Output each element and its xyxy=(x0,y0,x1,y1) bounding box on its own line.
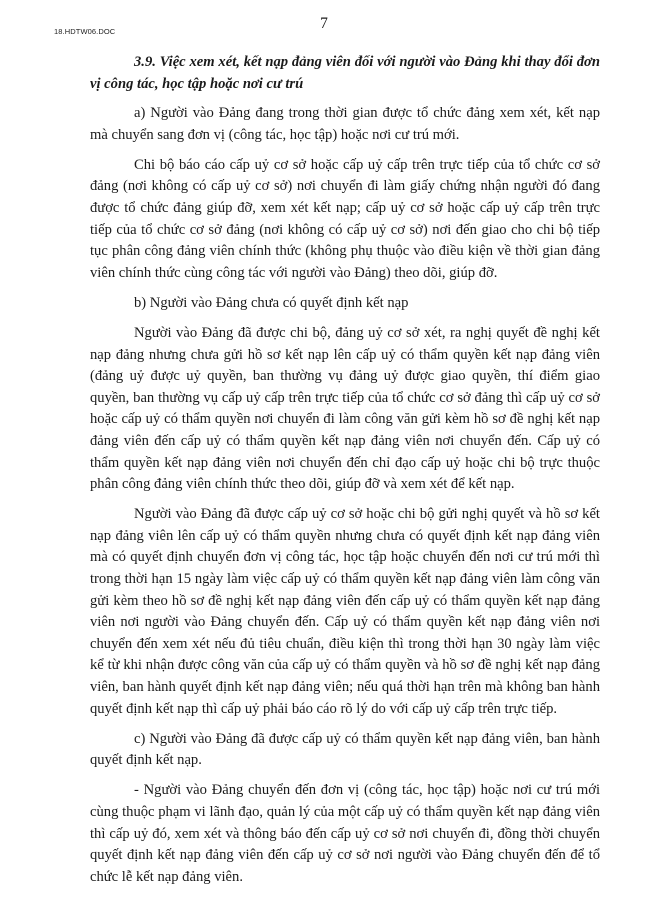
paragraph: - Người vào Đảng chuyển đến đơn vị (công tác, học tập) hoặc nơi cư trú mới cùng thuộc phạm vi lãnh đạo, quản lý của một cấp uỷ có thẩm quyền kết nạp đảng viên thì cấp uỷ đó, xem xét và thông báo đến cấp uỷ cơ sở nơi chuyển đi, đồng thời chuyển quyết định kết nạp đảng viên đến cấp uỷ cơ sở nơi người vào Đảng chuyển đến để tổ chức lễ kết nạp đảng viên. xyxy=(90,782,600,885)
file-label: 18.HDTW06.DOC xyxy=(54,27,116,36)
paragraph: Người vào Đảng đã được chi bộ, đảng uỷ cơ sở xét, ra nghị quyết đề nghị kết nạp đảng nhưng chưa gửi hồ sơ kết nạp lên cấp uỷ có thẩm quyền kết nạp đảng viên (đảng uỷ được uỷ quyền, ban thường vụ đảng uỷ được giao quyền, thí điểm giao quyền, ban thường vụ cấp uỷ cấp trên trực tiếp của tổ chức cơ sở đảng thì cấp uỷ cơ sở hoặc cấp uỷ có thẩm quyền nơi chuyển đi làm công văn gửi kèm hồ sơ đề nghị kết nạp đảng viên đến cấp uỷ có thẩm quyền kết nạp đảng viên nơi chuyển đến. Cấp uỷ có thẩm quyền kết nạp đảng viên nơi chuyển đến chỉ đạo cấp uỷ hoặc chi bộ trực thuộc phân công đảng viên chính thức theo dõi, giúp đỡ và xem xét để kết nạp. xyxy=(90,325,600,493)
section-heading: 3.9. Việc xem xét, kết nạp đảng viên đối với người vào Đảng khi thay đổi đơn vị công tác, học tập hoặc nơi cư trú xyxy=(90,54,600,92)
paragraph-a: a) Người vào Đảng đang trong thời gian được tổ chức đảng xem xét, kết nạp mà chuyển sang đơn vị (công tác, học tập) hoặc nơi cư trú mới. xyxy=(90,105,600,143)
paragraph: Chi bộ báo cáo cấp uỷ cơ sở hoặc cấp uỷ cấp trên trực tiếp của tổ chức cơ sở đảng (nơi không có cấp uỷ cơ sở) nơi chuyển đi làm giấy chứng nhận người đó đang được tổ chức đảng giúp đỡ, xem xét kết nạp; cấp uỷ cơ sở hoặc cấp uỷ cấp trên trực tiếp của tổ chức cơ sở đảng (nơi không có cấp uỷ cơ sở) nơi đến giao cho chi bộ tiếp tục phân công đảng viên chính thức (không phụ thuộc vào điều kiện về thời gian đảng viên chính thức cùng công tác với người vào Đảng) theo dõi, giúp đỡ. xyxy=(90,156,600,281)
page-number: 7 xyxy=(320,15,328,32)
paragraph: Người vào Đảng đã được cấp uỷ cơ sở hoặc chi bộ gửi nghị quyết và hồ sơ kết nạp đảng viên lên cấp uỷ có thẩm quyền nhưng chưa có quyết định kết nạp đảng viên mà có quyết định chuyển đơn vị công tác, học tập hoặc chuyển đến nơi cư trú mới thì trong thời hạn 15 ngày làm việc cấp uỷ có thẩm quyền kết nạp đảng viên làm công văn gửi kèm theo hồ sơ đề nghị kết nạp đảng viên đến cấp uỷ có thẩm quyền kết nạp đảng viên nơi người vào Đảng chuyển đến. Cấp uỷ có thẩm quyền kết nạp đảng viên nơi chuyển đến xem xét nếu đủ tiêu chuẩn, điều kiện thì trong thời hạn 30 ngày làm việc kể từ khi nhận được công văn của cấp uỷ có thẩm quyền và hồ sơ đề nghị kết nạp đảng viên, ban hành quyết định kết nạp đảng viên; nếu quá thời hạn trên mà không ban hành quyết định kết nạp thì cấp uỷ phải báo cáo rõ lý do với cấp uỷ cấp trên trực tiếp. xyxy=(90,506,600,717)
paragraph-c: c) Người vào Đảng đã được cấp uỷ có thẩm quyền kết nạp đảng viên, ban hành quyết định kết nạp. xyxy=(90,730,600,769)
paragraph-b: b) Người vào Đảng chưa có quyết định kết nạp xyxy=(134,294,409,311)
document-body xyxy=(90,52,600,897)
